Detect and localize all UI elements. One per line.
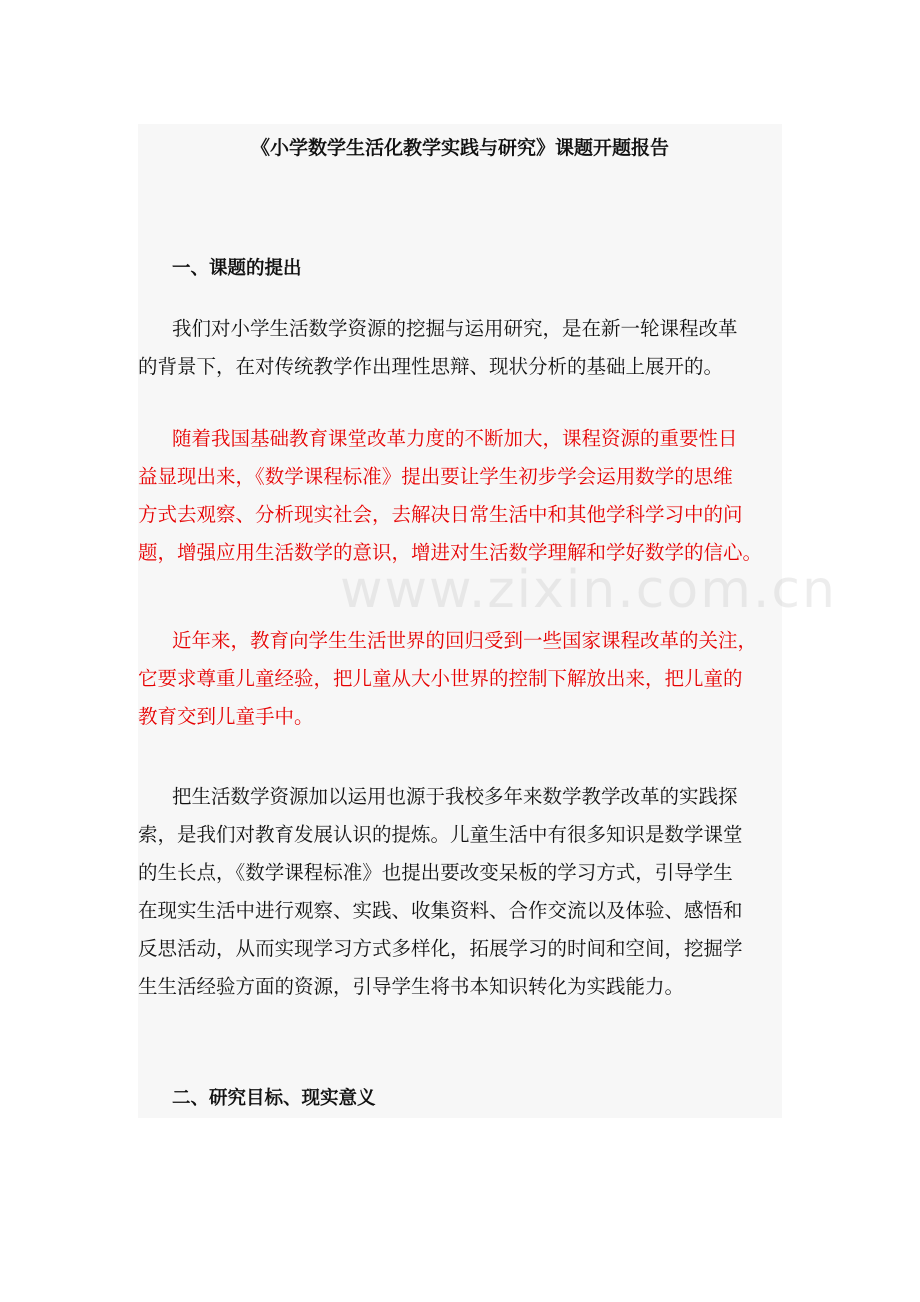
paragraph-line: 的生长点，《数学课程标准》也提出要改变呆板的学习方式，引导学生 [138, 861, 733, 884]
paragraph-line: 我们对小学生活数学资源的挖掘与运用研究，是在新一轮课程改革 [172, 317, 738, 340]
paragraph-line: 索，是我们对教育发展认识的提炼。儿童生活中有很多知识是数学课堂 [138, 823, 743, 846]
document-title: 《小学数学生活化教学实践与研究》课题开题报告 [250, 137, 669, 159]
paragraph-line: 反思活动，从而实现学习方式多样化，拓展学习的时间和空间，挖掘学 [138, 937, 743, 960]
paragraph-line: 方式去观察、分析现实社会，去解决日常生活中和其他学科学习中的问 [138, 503, 743, 526]
paragraph-line: 教育交到儿童手中。 [138, 705, 314, 728]
paragraph-line: 生生活经验方面的资源，引导学生将书本知识转化为实践能力。 [138, 975, 685, 998]
paragraph-line: 它要求尊重儿童经验，把儿童从大小世界的控制下解放出来，把儿童的 [138, 667, 743, 690]
section-heading-1: 一、课题的提出 [172, 258, 302, 279]
paragraph-line: 把生活数学资源加以运用也源于我校多年来数学教学改革的实践探 [172, 785, 738, 808]
paragraph-line: 题，增强应用生活数学的意识，增进对生活数学理解和学好数学的信心。 [138, 541, 763, 564]
paragraph-line: 近年来，教育向学生生活世界的回归受到一些国家课程改革的关注， [172, 629, 758, 652]
watermark: www.zixin.com.cn [340, 560, 837, 620]
paragraph-line: 随着我国基础教育课堂改革力度的不断加大，课程资源的重要性日 [172, 427, 738, 450]
paragraph-3 [138, 622, 786, 736]
paragraph-line: 在现实生活中进行观察、实践、收集资料、合作交流以及体验、感悟和 [138, 899, 743, 922]
section-heading-2: 二、研究目标、现实意义 [172, 1088, 376, 1109]
paragraph-line: 益显现出来，《数学课程标准》提出要让学生初步学会运用数学的思维 [138, 465, 733, 488]
paragraph-line: 的背景下，在对传统教学作出理性思辩、现状分析的基础上展开的。 [138, 355, 724, 378]
paragraph-2 [138, 420, 786, 572]
paragraph-1 [138, 310, 786, 386]
paragraph-4 [138, 778, 786, 1006]
